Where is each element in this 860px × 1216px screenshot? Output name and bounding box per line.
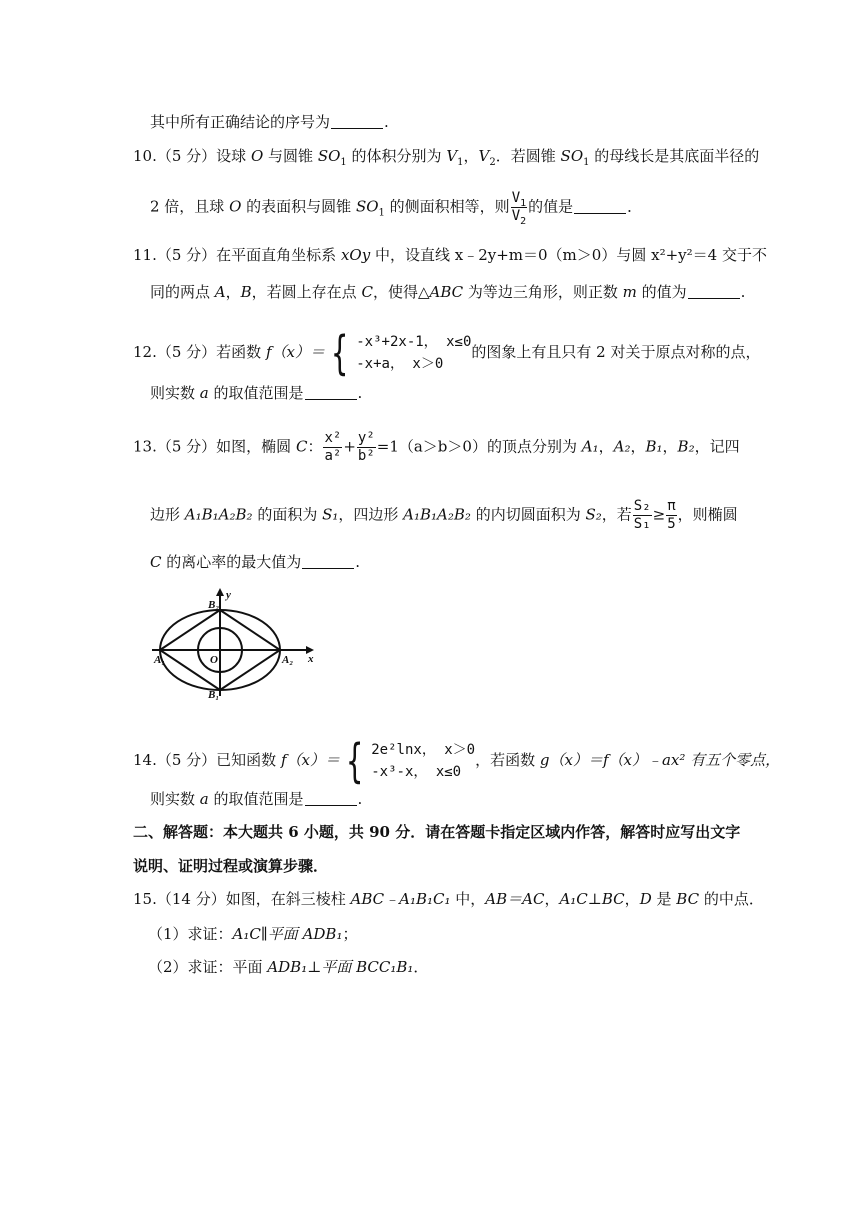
sep: ， bbox=[662, 437, 678, 456]
q15-line1: 15.（14 分）如图，在斜三棱柱 ABC﹣A₁B₁C₁ 中，AB＝AC，A₁C⊥BC，D 是 BC 的中点． bbox=[133, 890, 764, 908]
q10-var: SO bbox=[317, 147, 341, 165]
v1-over-v2-fraction bbox=[511, 190, 527, 225]
q13-var: C bbox=[150, 553, 162, 571]
x2-over-a2 bbox=[323, 430, 342, 465]
q13-var: S₁ bbox=[322, 505, 339, 524]
q12-number: 12. bbox=[133, 343, 157, 361]
q11-var: B bbox=[240, 283, 252, 301]
frac-den: V bbox=[511, 208, 521, 224]
brace-icon: { bbox=[345, 734, 364, 788]
q15-var: BC bbox=[676, 890, 700, 908]
q11-text: 的值为 bbox=[636, 283, 687, 301]
q10-var: SO bbox=[560, 147, 584, 165]
frac-den: 5 bbox=[667, 516, 676, 532]
q9-text: 其中所有正确结论的序号为 bbox=[150, 113, 331, 131]
frac-sub: 2 bbox=[520, 215, 527, 227]
frac-den: S₁ bbox=[633, 516, 651, 532]
q11-equation: x﹣2y+m＝0（m＞0） bbox=[454, 246, 617, 264]
q10-sub: 1 bbox=[378, 207, 385, 219]
q11-text: 与圆 bbox=[616, 246, 652, 264]
y2-over-b2 bbox=[357, 430, 376, 465]
q13-text: ，记四 bbox=[694, 437, 740, 456]
q13-line2 bbox=[150, 498, 738, 533]
q14-text: 的取值范围是 bbox=[208, 790, 304, 808]
frac-den: a² bbox=[324, 448, 342, 464]
s2-over-s1 bbox=[633, 498, 652, 533]
q10-var: O bbox=[250, 147, 264, 165]
q10-text: ． bbox=[627, 197, 643, 216]
q13-text: ： bbox=[307, 437, 323, 456]
q11-text: 中，设直线 bbox=[370, 246, 455, 264]
frac-num: π bbox=[667, 498, 676, 514]
label-a1: A₁ bbox=[154, 654, 166, 666]
q10-sub: 1 bbox=[340, 157, 347, 168]
q10-text: 的母线长是其底面半径的 bbox=[589, 147, 760, 165]
q13-ge: ≥ bbox=[652, 505, 666, 524]
label-b1: B₁ bbox=[208, 689, 220, 700]
q11-var: xOy bbox=[340, 246, 371, 264]
answer-blank bbox=[302, 554, 354, 569]
q11-var: C bbox=[361, 283, 373, 301]
label-a2: A₂ bbox=[282, 654, 294, 666]
q11-line1 bbox=[133, 245, 767, 265]
q10-var: V bbox=[446, 147, 458, 165]
pi-over-5 bbox=[666, 498, 676, 533]
sep: ， bbox=[630, 437, 646, 456]
answer-blank bbox=[305, 791, 357, 806]
q10-text: 的体积分别为 bbox=[346, 147, 447, 165]
q15-text: 的中点． bbox=[699, 890, 764, 908]
frac-num: x² bbox=[324, 430, 342, 446]
q10-text: ．若圆锥 bbox=[495, 147, 561, 165]
q13-text: ，若 bbox=[601, 505, 632, 524]
q13-score: （5 分） bbox=[156, 437, 217, 456]
q14-number: 14. bbox=[133, 751, 157, 769]
q11-text: 为等边三角形，则正数 bbox=[463, 283, 623, 301]
q13-text: ，四边形 bbox=[338, 505, 404, 524]
q13-line3: C 的离心率的最大值为 . bbox=[150, 553, 361, 571]
q10-sub: 2 bbox=[489, 157, 496, 168]
q13-text: 边形 bbox=[150, 505, 185, 524]
q12-text: 则实数 bbox=[150, 384, 200, 402]
y-arrow-icon bbox=[216, 588, 224, 596]
answer-blank bbox=[331, 114, 383, 129]
q12-piecewise bbox=[325, 326, 472, 380]
q10-var: SO bbox=[355, 197, 379, 216]
q10-sub: 1 bbox=[583, 157, 590, 168]
frac-den: b² bbox=[357, 448, 375, 464]
frac-num: S₂ bbox=[633, 498, 651, 514]
q12-var: a bbox=[199, 384, 209, 402]
q13-var: A₁ bbox=[581, 437, 599, 456]
q14-case2: -x³-x， x≤0 bbox=[371, 764, 462, 780]
q13-var: C bbox=[295, 437, 308, 456]
q11-score: （5 分） bbox=[156, 246, 217, 264]
q14-line1 bbox=[133, 734, 781, 788]
q14-gfunction: g（x）＝f（x）﹣ax² 有五个零点， bbox=[539, 751, 781, 769]
q15-text: 中， bbox=[450, 890, 486, 908]
q11-text: 在平面直角坐标系 bbox=[216, 246, 341, 264]
q15-cond: AB＝AC bbox=[485, 890, 545, 908]
q9-tail: 其中所有正确结论的序号为 . bbox=[150, 113, 389, 131]
answer-blank bbox=[305, 385, 357, 400]
q14-text: ，若函数 bbox=[475, 751, 540, 769]
q11-var: ABC bbox=[429, 283, 464, 301]
q15-claim: ADB₁⊥平面 BCC₁B₁ bbox=[267, 958, 414, 976]
q13-var: A₁B₁A₂B₂ bbox=[184, 505, 253, 524]
q15-cond: A₁C⊥BC bbox=[559, 890, 625, 908]
q13-var: B₁ bbox=[645, 437, 663, 456]
q14-text: 则实数 bbox=[150, 790, 200, 808]
frac-num: V bbox=[511, 190, 521, 206]
q14-case1: 2e²lnx， x＞0 bbox=[371, 742, 476, 758]
q12-line1 bbox=[133, 326, 761, 380]
q11-text: 交于不 bbox=[717, 246, 767, 264]
label-o: O bbox=[210, 654, 218, 666]
q10-text: 2 倍，且球 bbox=[150, 197, 230, 216]
q15-part2 bbox=[148, 957, 428, 977]
q12-function: f（x）＝ bbox=[265, 343, 325, 361]
q11-var: m bbox=[622, 283, 637, 301]
q12-case1: -x³+2x-1， x≤0 bbox=[356, 334, 472, 350]
sep: ， bbox=[598, 437, 614, 456]
q14-piecewise bbox=[340, 734, 476, 788]
q15-score: （14 分） bbox=[156, 890, 226, 908]
q10-text: 的值是 bbox=[528, 197, 574, 216]
q11-text: ，使得△ bbox=[372, 283, 430, 301]
q15-text: ． bbox=[413, 958, 429, 976]
q10-text: 设球 bbox=[216, 147, 251, 165]
label-y: y bbox=[226, 589, 231, 601]
q10-var: O bbox=[229, 197, 242, 216]
q11-line2: 同的两点 A，B，若圆上存在点 C，使得△ABC 为等边三角形，则正数 m 的值为 . bbox=[150, 283, 746, 301]
q12-line2: 则实数 a 的取值范围是 . bbox=[150, 384, 363, 402]
q12-case2: -x+a， x＞0 bbox=[356, 356, 444, 372]
q10-text: 的表面积与圆锥 bbox=[241, 197, 356, 216]
q15-text: 是 bbox=[651, 890, 677, 908]
answer-blank bbox=[574, 199, 626, 214]
q10-number: 10. bbox=[133, 147, 157, 165]
q15-number: 15. bbox=[133, 890, 157, 908]
q14-score: （5 分） bbox=[156, 751, 217, 769]
frac-sub: 1 bbox=[520, 197, 527, 209]
q13-var: B₂ bbox=[677, 437, 695, 456]
q15-text: （1）求证： bbox=[148, 925, 233, 943]
q11-var: A bbox=[214, 283, 226, 301]
q14-var: a bbox=[199, 790, 209, 808]
q14-function: f（x）＝ bbox=[280, 751, 340, 769]
q13-text: 的面积为 bbox=[252, 505, 323, 524]
q14-line2: 则实数 a 的取值范围是 . bbox=[150, 790, 363, 808]
q13-var: S₂ bbox=[585, 505, 602, 524]
q12-text: 若函数 bbox=[216, 343, 266, 361]
label-b2: B₂ bbox=[208, 599, 220, 611]
q12-text: 的取值范围是 bbox=[208, 384, 304, 402]
q11-text: ，若圆上存在点 bbox=[251, 283, 362, 301]
brace-icon: { bbox=[330, 326, 349, 380]
q13-var: A₂ bbox=[613, 437, 631, 456]
section-heading-line2: 说明、证明过程或演算步骤． bbox=[133, 857, 329, 875]
q15-var: ABC﹣A₁B₁C₁ bbox=[350, 890, 451, 908]
q15-text: ； bbox=[342, 925, 358, 943]
q13-number: 13. bbox=[133, 437, 157, 456]
answer-blank bbox=[688, 284, 740, 299]
section-heading-line1: 二、解答题：本大题共 6 小题，共 90 分．请在答题卡指定区域内作答，解答时应写出文字 bbox=[133, 823, 741, 841]
q10-line2 bbox=[150, 190, 642, 225]
q12-score: （5 分） bbox=[156, 343, 217, 361]
q10-text: ， bbox=[463, 147, 479, 165]
q15-text: （2）求证：平面 bbox=[148, 958, 268, 976]
q15-claim: A₁C∥平面 ADB₁ bbox=[232, 925, 343, 943]
q10-var: V bbox=[478, 147, 490, 165]
q13-text: 的离心率的最大值为 bbox=[161, 553, 302, 571]
q13-line1: 13.（5 分）如图，椭圆 C： $\frac{\text{x²}}{\text{a²}}$ + $\frac{\text{y²}}{\text{b²}}$ =1（a＞b＞0）的顶点分别为 A₁，A₂，B₁，B₂，记四 bbox=[133, 430, 740, 464]
q14-text: 已知函数 bbox=[216, 751, 281, 769]
q10-text: 的侧面积相等，则 bbox=[384, 197, 510, 216]
frac-num: y² bbox=[357, 430, 375, 446]
q13-text: =1（a＞b＞0）的顶点分别为 bbox=[376, 437, 582, 456]
q13-text: 的内切圆面积为 bbox=[470, 505, 586, 524]
q12-text: 的图象上有且只有 2 对关于原点对称的点， bbox=[471, 343, 761, 361]
q10-text: 与圆锥 bbox=[263, 147, 318, 165]
q15-var: D bbox=[639, 890, 652, 908]
q10-score: （5 分） bbox=[156, 147, 217, 165]
q15-part1 bbox=[148, 924, 357, 944]
ellipse-figure bbox=[150, 588, 324, 700]
q11-number: 11. bbox=[133, 246, 157, 264]
q10-line1 bbox=[133, 146, 759, 166]
q13-text: ，则椭圆 bbox=[677, 505, 738, 524]
q15-text: 如图，在斜三棱柱 bbox=[225, 890, 351, 908]
q13-text: 如图，椭圆 bbox=[216, 437, 296, 456]
q11-circle-eq: x²+y²＝4 bbox=[651, 246, 718, 264]
q11-text: 同的两点 bbox=[150, 283, 215, 301]
q10-sub: 1 bbox=[457, 157, 464, 168]
q13-var: A₁B₁A₂B₂ bbox=[403, 505, 471, 524]
label-x: x bbox=[308, 653, 314, 665]
